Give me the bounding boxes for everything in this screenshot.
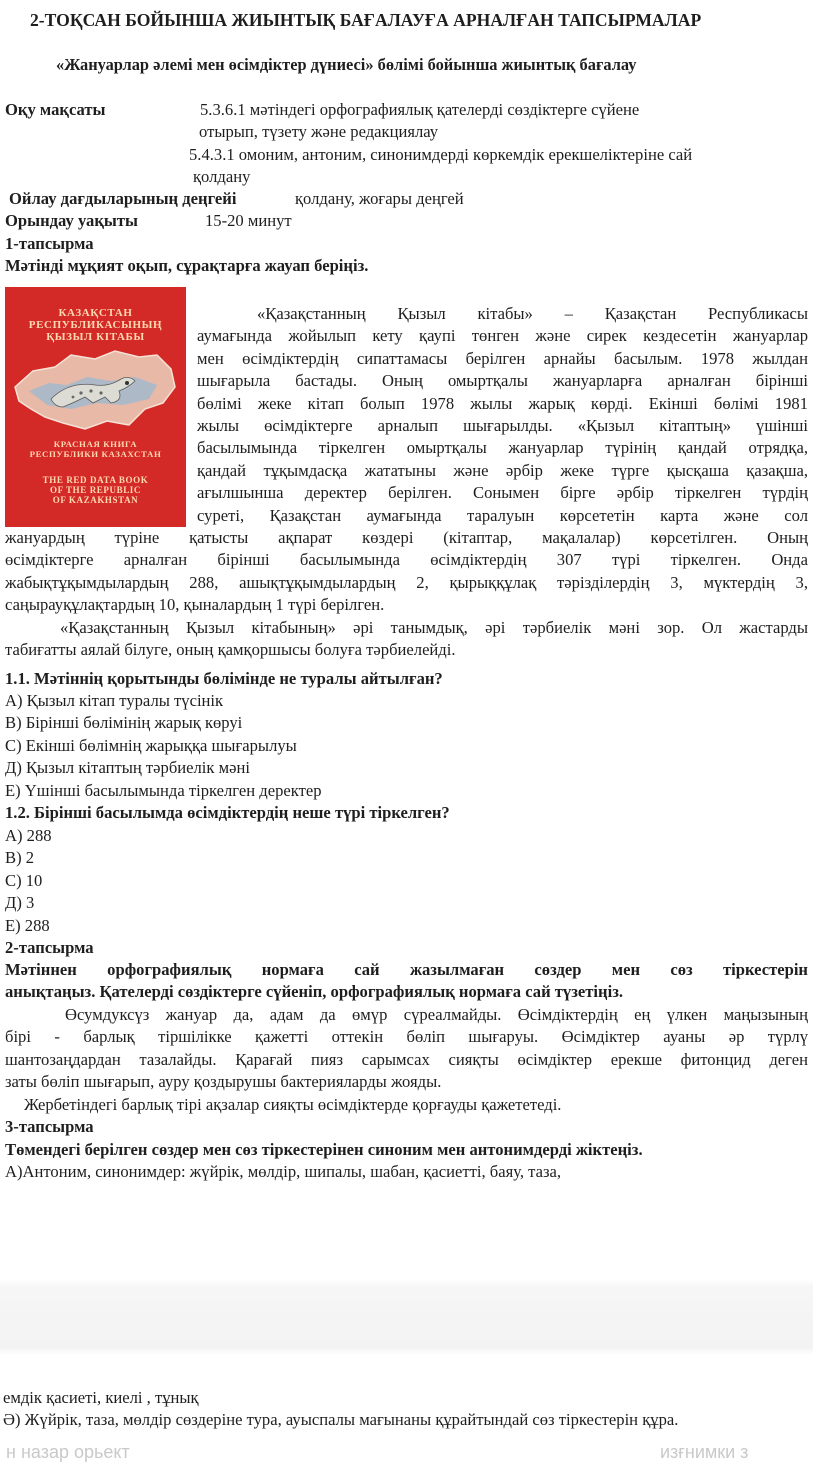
goal-label: Оқу мақсаты	[5, 100, 106, 119]
text-full-width	[5, 527, 808, 661]
goal-1-line-1: 5.3.6.1 мәтіндегі орфографиялық қателерді сөздіктерге сүйене	[200, 100, 640, 119]
page-title: 2-ТОҚСАН БОЙЫНША ЖИЫНТЫҚ БАҒАЛАУҒА АРНАЛҒАН ТАПСЫРМАЛАР	[30, 10, 702, 30]
instruction-line: Мәтіннен орфографиялық нормаға сай жазылмаған сөздер мен сөз тіркестерін	[5, 960, 808, 979]
text-line: аумағында жойылып кету қаупі төнген және сирек кездесетін жануарлар	[197, 326, 808, 346]
task1-instruction: Мәтінді мұқият оқып, сұрақтарға жауап беріңіз.	[5, 256, 369, 275]
answer-option: Д) Қызыл кітаптың тәрбиелік мәні	[5, 758, 250, 777]
task3-line-a: А)Антоним, синонимдер: жүйрік, мөлдір, шипалы, шабан, қасиетті, баяу, таза,	[5, 1162, 562, 1181]
answer-option: Е) 288	[5, 916, 50, 935]
goal-1-line-2: отырып, түзету және редакциялау	[199, 122, 439, 141]
cover-en-line-3: OF KAZAKHSTAN	[52, 495, 139, 505]
instruction-line: анықтаңыз. Қателерді сөздіктерге сүйеніп, орфографиялық нормаға сай түзетіңіз.	[5, 982, 624, 1002]
text-line: «Қазақстанның Қызыл кітабы» – Қазақстан Республикасы	[257, 304, 808, 323]
answer-option: А) 288	[5, 826, 52, 845]
level-value: қолдану, жоғары деңгей	[295, 189, 464, 208]
task1-heading: 1-тапсырма	[5, 234, 94, 253]
page-subtitle: «Жануарлар әлемі мен өсімдіктер дүниесі» бөлімі бойынша жиынтық бағалау	[56, 55, 637, 74]
answer-option: В) Бірінші бөлімінің жарық көруі	[5, 713, 243, 732]
question-1-2: 1.2. Бірінші басылымда өсімдіктердің неше түрі тіркелген?	[5, 803, 450, 822]
answer-option: С) 10	[5, 871, 43, 890]
question-1-1: 1.1. Мәтіннің қорытынды бөлімінде не туралы айтылған?	[5, 669, 443, 688]
text-line: қандай тұқымдасқа жататыны және әрбір жеке түрге қысқаша қазақша,	[197, 460, 808, 480]
text-line: шантозаңдардан тазалайды. Қарағай пияз сарымсах сияқты өсімдіктер ерекше фитонцид деген	[5, 1049, 808, 1069]
text-line: ағылшынша деректер берілген. Сонымен бірге әрбір тіркелген түрдің	[197, 483, 808, 503]
time-value: 15-20 минут	[205, 211, 292, 230]
task3-heading: 3-тапсырма	[5, 1117, 94, 1136]
text-line: бірі - барлық тіршілікке қажетті оттекін бөліп шығаруы. Өсімдіктер ауаны әр түрлү	[5, 1027, 808, 1047]
cover-title-line-3: ҚЫЗЫЛ КІТАБЫ	[46, 331, 145, 343]
answer-option: А) Қызыл кітап туралы түсінік	[5, 691, 224, 710]
task3-line-b: емдік қасиеті, киелі , тұнық	[3, 1388, 199, 1407]
text-line: «Қазақстанның Қызыл кітабының» әрі танымдық, әрі тәрбиелік мәні зор. Ол жастарды	[60, 617, 808, 637]
text-line: мен өсімдіктердің сипаттамасы берілген арнайы басылым. 1978 жылдан	[197, 348, 808, 368]
text-line: өсімдіктерге арналған бірінші басылымында өсімдіктердің 307 түрі тіркелген. Онда	[5, 550, 808, 570]
faint-bleed-text-left: н назар орьект	[6, 1442, 130, 1462]
cover-title-line-2: РЕСПУБЛИКАСЫНЫҢ	[28, 319, 163, 331]
cover-title-line-1: КАЗАҚСТАН	[58, 307, 133, 319]
photo-gap	[0, 1279, 813, 1355]
cover-en-line-2: OF THE REPUBLIC	[49, 485, 141, 495]
cover-ru-line-1: КРАСНАЯ КНИГА	[53, 439, 138, 449]
text-wrapped-column	[197, 303, 808, 527]
cover-en-line-1: THE RED DATA BOOK	[42, 475, 149, 485]
answer-option: В) 2	[5, 848, 35, 867]
task3-line-c: Ә) Жүйрік, таза, мөлдір сөздеріне тура, ауыспалы мағынаны құрайтындай сөз тіркестерін құра.	[3, 1410, 679, 1429]
text-line: саңырауқұлақтардың 10, қыналардың 1 түрі берілген.	[5, 595, 385, 615]
faint-bleed-text-right: изғнимки з	[660, 1442, 749, 1462]
red-book-cover-image	[5, 287, 186, 527]
level-label: Ойлау дағдыларының деңгейі	[9, 189, 237, 208]
answer-option: С) Екінші бөлімнің жарыққа шығарылуы	[5, 736, 297, 755]
task2-instruction	[5, 959, 808, 1004]
text-line: жануардың түріне қатысты ақпарат көздері (кітаптар, мақалалар) көрсетілген. Оның	[5, 528, 808, 547]
task2-text	[5, 1004, 808, 1116]
task2-heading: 2-тапсырма	[5, 938, 94, 957]
text-line: суреті, Қазақстан аумағында таралуын көрсететін карта және сол	[197, 505, 808, 525]
kazakhstan-map-leopard-icon	[11, 347, 181, 433]
time-label: Орындау уақыты	[5, 211, 138, 230]
goal-2-line-1: 5.4.3.1 омоним, антоним, синонимдерді көркемдік ерекшеліктеріне сай	[189, 145, 693, 164]
goal-2-line-2: қолдану	[193, 167, 251, 186]
answer-option: Д) 3	[5, 893, 35, 912]
text-line: жылы өсімдіктерге арналып шығарылды. «Қызыл кітаптың» үшінші	[197, 416, 808, 436]
answer-option: Е) Үшінші басылымында тіркелген деректер	[5, 781, 322, 800]
text-line: заты бөліп шығарып, ауру қоздырушы бактерияларды жояды.	[5, 1072, 442, 1092]
cover-ru-line-2: РЕСПУБЛИКИ КАЗАХСТАН	[29, 449, 162, 459]
text-line: табиғатты аялай білуге, оның қамқоршысы болуға тәрбиелейді.	[5, 640, 456, 660]
task3-instruction: Төмендегі берілген сөздер мен сөз тіркестерінен синоним мен антонимдерді жіктеңіз.	[5, 1140, 643, 1159]
text-line: Өсумдуксүз жануар да, адам да өмүр сүреалмайды. Өсімдіктердің ең үлкен маңызының	[65, 1005, 808, 1024]
text-line: шығарыла бастады. Оның омыртқалы жануарларға арналған бірінші	[197, 371, 808, 391]
text-line: басылымында тіркелген омыртқалы жануарлар түрінің қандай отрядқа,	[197, 438, 808, 458]
text-line: Жербетіндегі барлық тірі ақзалар сияқты өсімдіктерде қорғауды қажететеді.	[24, 1094, 562, 1114]
text-line: жабықтұқымдылардың 288, ашықтұқымдылардың 2, қырыққұлақ тәрізділердің 3, мүктердің 3,	[5, 572, 808, 592]
text-line: бөлімі жеке кітап болып 1978 жылы жарық көрді. Екінші бөлімі 1981	[197, 393, 808, 413]
